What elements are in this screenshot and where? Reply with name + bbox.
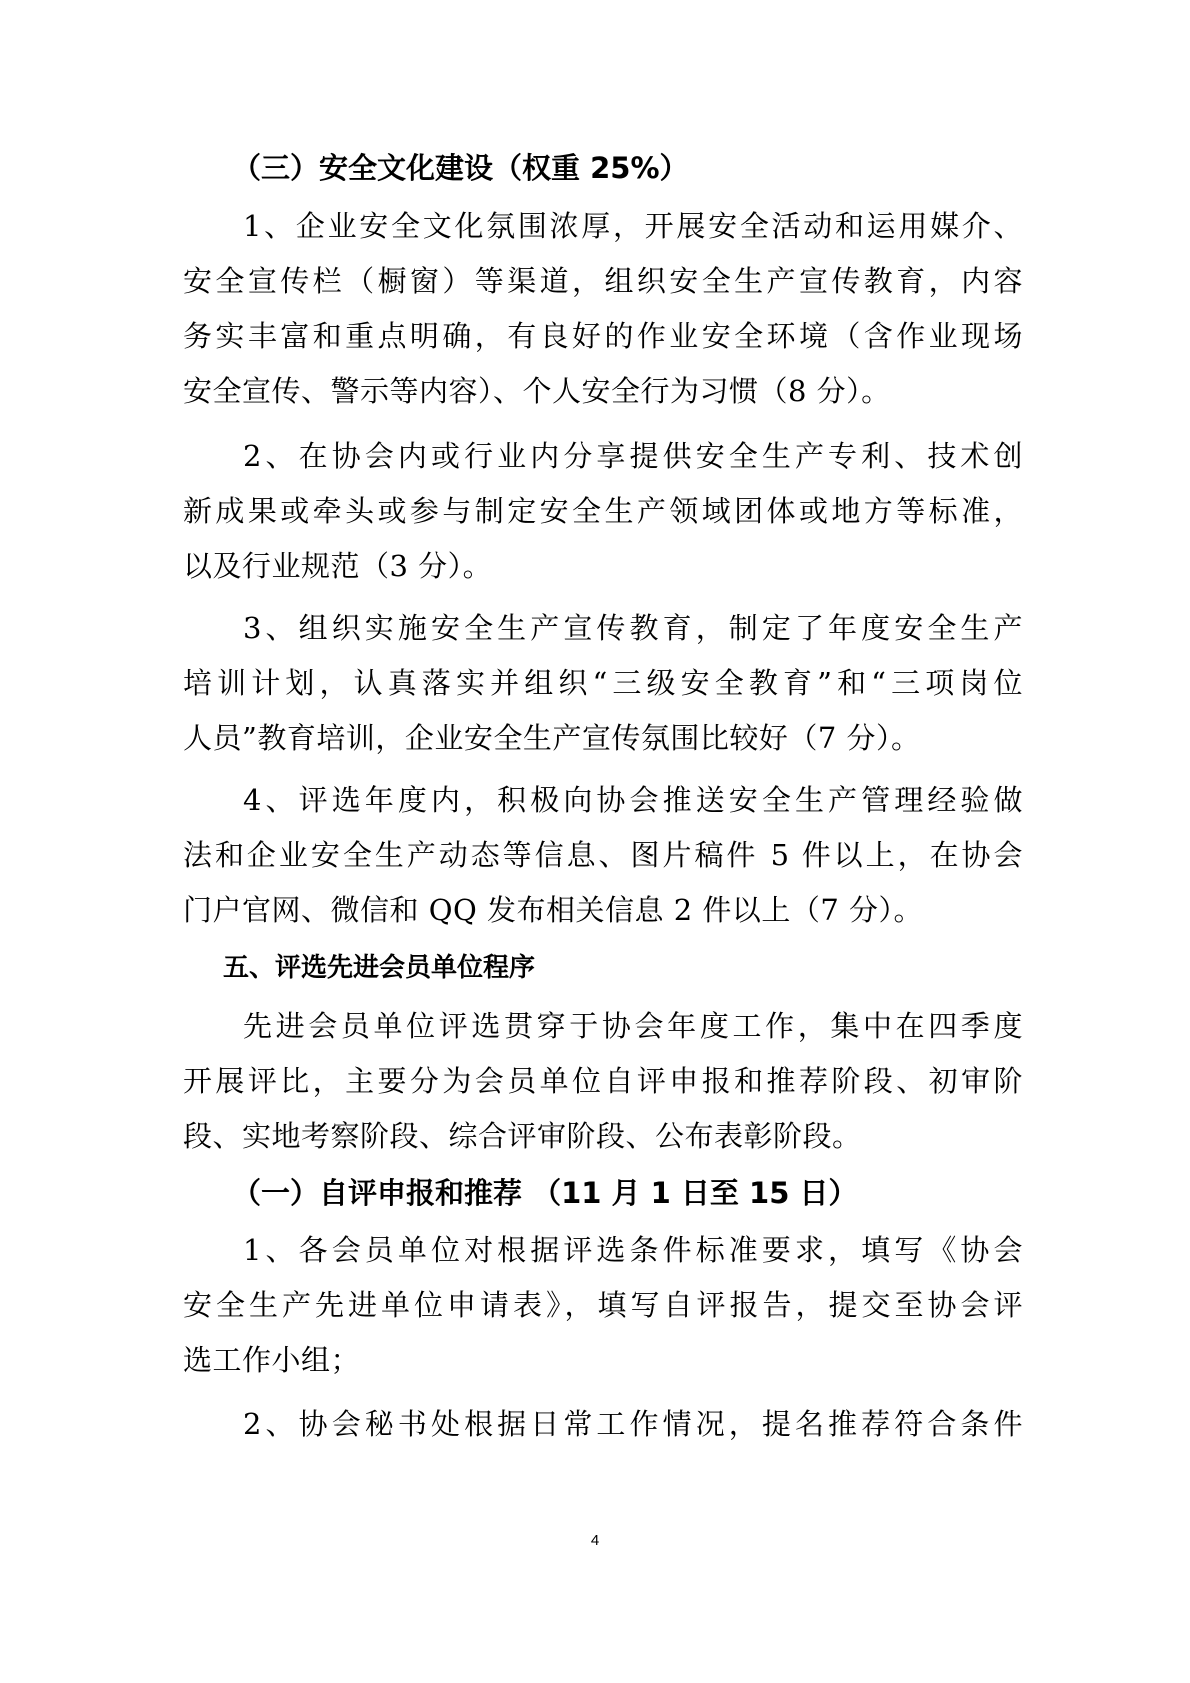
sub1-item2-line-1: 2、协会秘书处根据日常工作情况，提名推荐符合条件 (243, 1407, 1023, 1441)
section5-intro-line-1: 先进会员单位评选贯穿于协会年度工作，集中在四季度 (243, 1009, 1023, 1043)
item1-line-1: 1、企业安全文化氛围浓厚，开展安全活动和运用媒介、 (243, 209, 1023, 243)
sub1-item1-line-1: 1、各会员单位对根据评选条件标准要求，填写《协会 (243, 1233, 1023, 1267)
section5-heading: 五、评选先进会员单位程序 (223, 953, 536, 983)
item4-line-2: 法和企业安全生产动态等信息、图片稿件 5 件以上，在协会 (183, 838, 1023, 872)
section5-intro-line-2: 开展评比，主要分为会员单位自评申报和推荐阶段、初审阶 (183, 1064, 1023, 1098)
item2-line-1: 2、在协会内或行业内分享提供安全生产专利、技术创 (243, 439, 1023, 473)
section5-intro-line-3: 段、实地考察阶段、综合评审阶段、公布表彰阶段。 (183, 1119, 862, 1153)
item3-line-3: 人员”教育培训，企业安全生产宣传氛围比较好（7 分）。 (183, 721, 921, 755)
page-number: 4 (590, 1532, 600, 1549)
item3-line-1: 3、组织实施安全生产宣传教育，制定了年度安全生产 (243, 611, 1023, 645)
item1-line-2: 安全宣传栏（橱窗）等渠道，组织安全生产宣传教育，内容 (183, 264, 1023, 298)
item4-line-3: 门户官网、微信和 QQ 发布相关信息 2 件以上（7 分）。 (183, 893, 924, 927)
sub1-item1-line-3: 选工作小组； (183, 1343, 361, 1377)
item2-line-3: 以及行业规范（3 分）。 (183, 549, 493, 583)
sub1-heading: （一）自评申报和推荐 （11 月 1 日至 15 日） (232, 1176, 858, 1210)
item3-line-2: 培训计划，认真落实并组织“三级安全教育”和“三项岗位 (183, 666, 1023, 700)
item1-line-3: 务实丰富和重点明确，有良好的作业安全环境（含作业现场 (183, 319, 1023, 353)
item1-line-4: 安全宣传、警示等内容）、个人安全行为习惯（8 分）。 (183, 374, 891, 408)
sub1-item1-line-2: 安全生产先进单位申请表》，填写自评报告，提交至协会评 (183, 1288, 1023, 1322)
item4-line-1: 4、评选年度内，积极向协会推送安全生产管理经验做 (243, 783, 1023, 817)
section3-heading: （三）安全文化建设（权重 25%） (232, 151, 689, 185)
item2-line-2: 新成果或牵头或参与制定安全生产领域团体或地方等标准， (183, 494, 1023, 528)
